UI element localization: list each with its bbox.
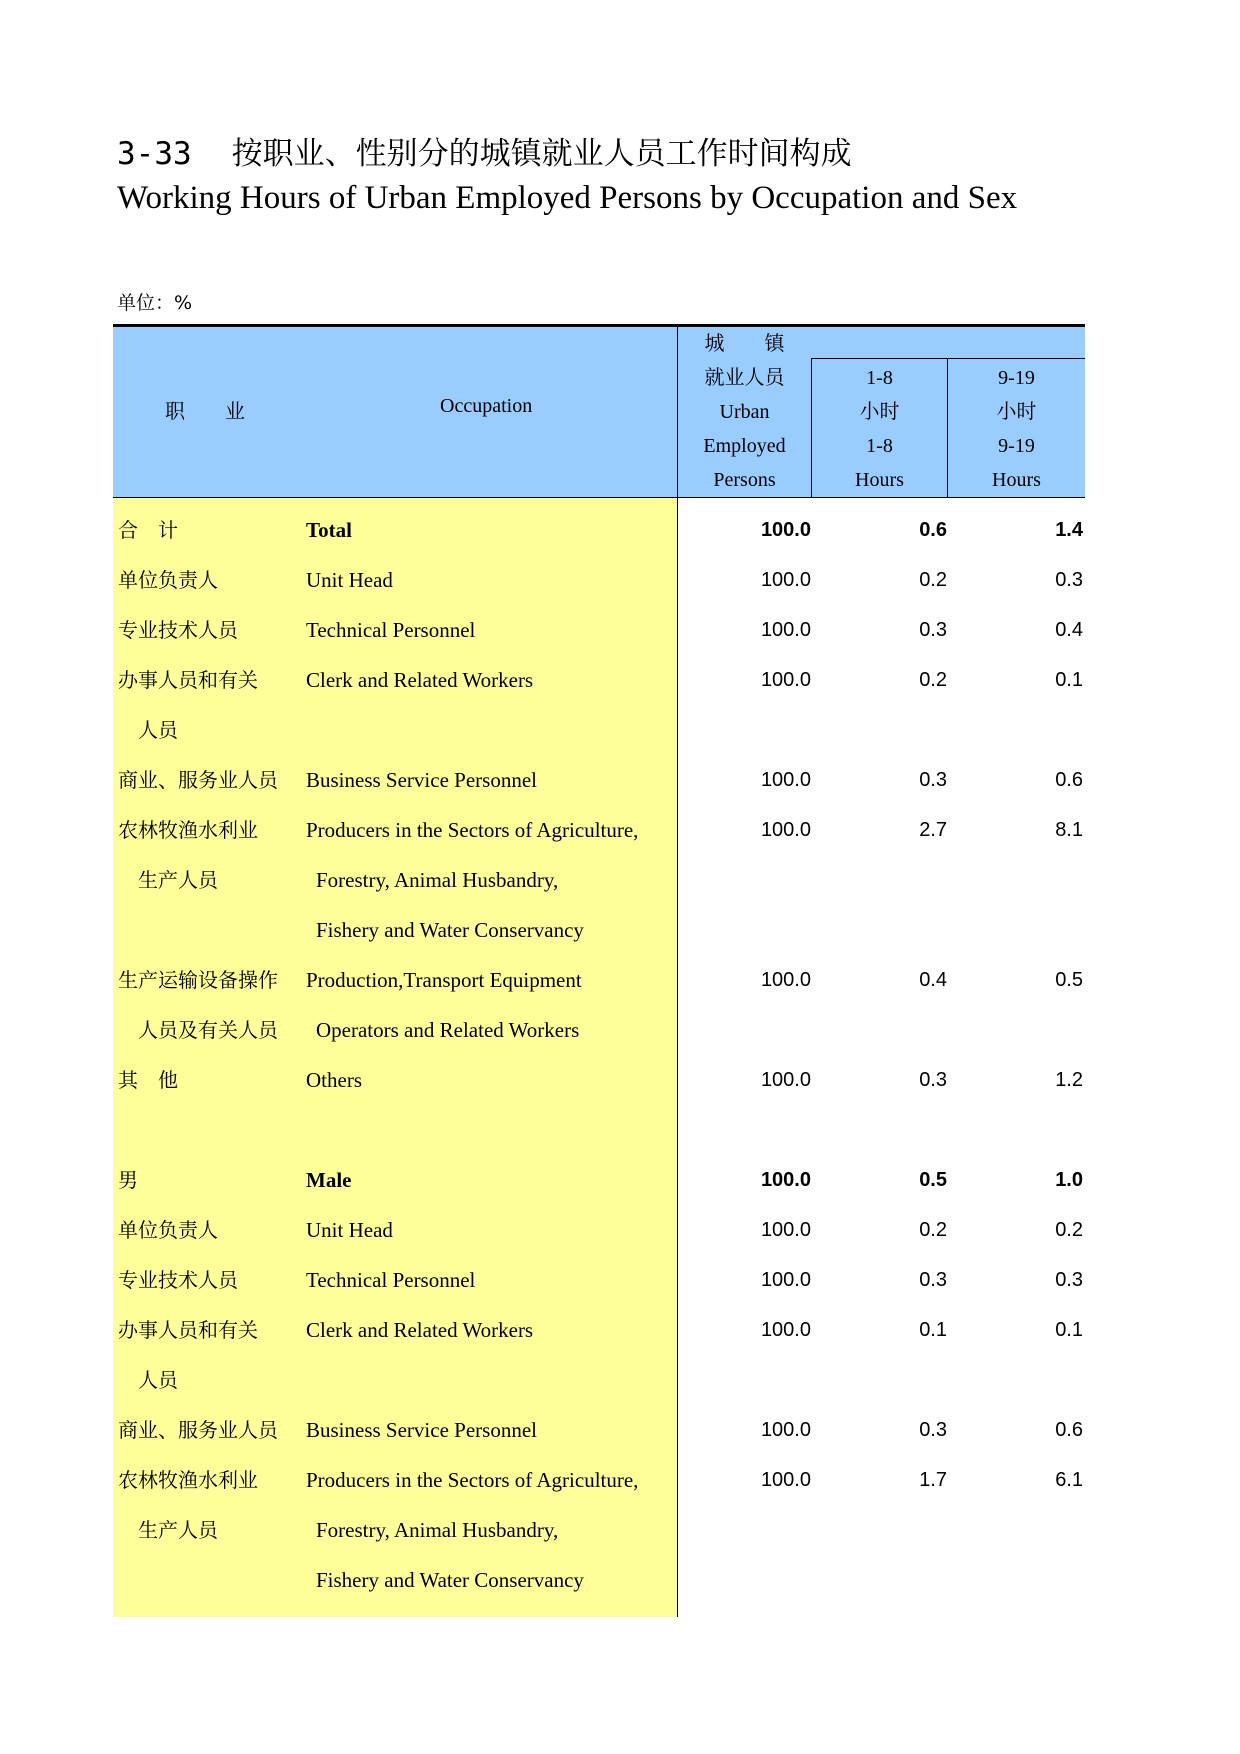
- row-label-en: Producers in the Sectors of Agriculture,: [306, 1468, 639, 1492]
- row-label-en: Operators and Related Workers: [316, 1018, 580, 1042]
- row-value-v2: 0.3: [919, 769, 947, 791]
- title-cn-text: 按职业、性别分的城镇就业人员工作时间构成: [231, 136, 852, 172]
- header-subrule: [811, 358, 1085, 359]
- row-value-v2: 0.6: [919, 519, 947, 541]
- row-label-en: Unit Head: [306, 568, 393, 592]
- table-row: [113, 755, 1085, 805]
- row-label-cn: 商业、服务业人员: [118, 1418, 278, 1442]
- header-col-1-8-hours: 1-8 小时 1-8 Hours: [855, 367, 904, 491]
- table-row: [113, 1055, 1085, 1105]
- row-value-v2: 0.2: [919, 669, 947, 691]
- table-row: [113, 1355, 1085, 1405]
- row-value-v2: 2.7: [919, 819, 947, 841]
- row-value-v1: 100.0: [760, 619, 811, 641]
- row-label-en: Clerk and Related Workers: [306, 668, 534, 692]
- row-value-v1: 100.0: [760, 1069, 811, 1091]
- row-value-v1: 100.0: [760, 569, 811, 591]
- row-label-cn: 农林牧渔水利业: [118, 1468, 258, 1492]
- unit-label: 单位：%: [117, 292, 193, 314]
- row-value-v1: 100.0: [760, 669, 811, 691]
- table-row: [113, 705, 1085, 755]
- row-label-en: Business Service Personnel: [306, 1418, 537, 1442]
- row-value-v2: 0.1: [919, 1319, 947, 1341]
- row-value-v2: 0.3: [919, 1069, 947, 1091]
- row-value-v1: 100.0: [760, 1419, 811, 1441]
- row-label-en: Fishery and Water Conservancy: [316, 918, 584, 942]
- row-label-en: Business Service Personnel: [306, 768, 537, 792]
- row-label-cn: 人员: [138, 1368, 178, 1392]
- row-value-v1: 100.0: [760, 1169, 811, 1191]
- row-value-v2: 0.3: [919, 1419, 947, 1441]
- header-col-urban-employed: 城 镇 就业人员 Urban Employed Persons: [703, 333, 786, 491]
- header-occupation-cn: 职 业: [165, 401, 245, 423]
- table-number: 3-33: [117, 136, 192, 172]
- table-row: [113, 905, 1085, 955]
- row-value-v2: 0.2: [919, 1219, 947, 1241]
- table-row: [113, 1405, 1085, 1455]
- row-value-v3: 0.1: [1055, 669, 1083, 691]
- row-label-en: Technical Personnel: [306, 618, 476, 642]
- row-label-cn: 办事人员和有关: [118, 668, 258, 692]
- row-label-cn: 生产运输设备操作: [118, 968, 278, 992]
- row-value-v1: 100.0: [760, 769, 811, 791]
- page-title-en: Working Hours of Urban Employed Persons by Occupation and Sex: [117, 180, 1018, 216]
- table-row: [113, 605, 1085, 655]
- header-occupation-en: Occupation: [440, 395, 533, 417]
- row-value-v3: 0.6: [1055, 1419, 1083, 1441]
- row-label-en: Production,Transport Equipment: [306, 968, 582, 992]
- row-value-v3: 1.4: [1055, 519, 1083, 541]
- row-label-en: Technical Personnel: [306, 1268, 476, 1292]
- table-row: [113, 555, 1085, 605]
- row-label-en: Forestry, Animal Husbandry,: [316, 1518, 559, 1542]
- row-value-v3: 6.1: [1055, 1469, 1083, 1491]
- row-label-cn: 商业、服务业人员: [118, 768, 278, 792]
- table-row: [113, 1305, 1085, 1355]
- table-row: [113, 655, 1085, 705]
- row-label-en: Unit Head: [306, 1218, 393, 1242]
- row-label-cn: 人员及有关人员: [138, 1018, 278, 1042]
- row-label-en: Clerk and Related Workers: [306, 1318, 534, 1342]
- row-value-v1: 100.0: [760, 1219, 811, 1241]
- row-label-cn: 其 他: [118, 1068, 178, 1092]
- table-row: [113, 855, 1085, 905]
- table-row: [113, 1105, 1085, 1155]
- row-label-cn: 生产人员: [138, 868, 218, 892]
- row-value-v3: 0.3: [1055, 569, 1083, 591]
- table-row: [113, 1005, 1085, 1055]
- row-value-v3: 0.3: [1055, 1269, 1083, 1291]
- table-row: [113, 1555, 1085, 1605]
- row-label-cn: 人员: [138, 718, 178, 742]
- row-label-cn: 生产人员: [138, 1518, 218, 1542]
- row-value-v2: 0.3: [919, 1269, 947, 1291]
- row-value-v3: 0.4: [1055, 619, 1083, 641]
- row-value-v1: 100.0: [760, 1269, 811, 1291]
- table-header: [113, 327, 1085, 498]
- row-label-cn: 合 计: [118, 518, 178, 542]
- row-value-v1: 100.0: [760, 969, 811, 991]
- row-value-v2: 1.7: [919, 1469, 947, 1491]
- row-value-v2: 0.3: [919, 619, 947, 641]
- row-label-en: Others: [306, 1068, 362, 1092]
- row-value-v1: 100.0: [760, 1319, 811, 1341]
- row-label-cn: 单位负责人: [118, 568, 218, 592]
- table-row: [113, 1505, 1085, 1555]
- row-value-v1: 100.0: [760, 519, 811, 541]
- row-value-v1: 100.0: [760, 1469, 811, 1491]
- row-value-v2: 0.2: [919, 569, 947, 591]
- row-label-en: Total: [306, 518, 352, 542]
- row-label-cn: 办事人员和有关: [118, 1318, 258, 1342]
- row-value-v3: 8.1: [1055, 819, 1083, 841]
- row-value-v3: 1.0: [1055, 1169, 1083, 1191]
- row-label-cn: 专业技术人员: [118, 618, 238, 642]
- row-label-cn: 专业技术人员: [118, 1268, 238, 1292]
- table-row: [113, 1455, 1085, 1505]
- row-label-cn: 单位负责人: [118, 1218, 218, 1242]
- row-value-v3: 1.2: [1055, 1069, 1083, 1091]
- row-label-en: Male: [306, 1168, 352, 1192]
- row-label-en: Forestry, Animal Husbandry,: [316, 868, 559, 892]
- row-label-cn: 男: [118, 1168, 138, 1192]
- table-row: [113, 805, 1085, 855]
- table-row: [113, 955, 1085, 1005]
- table-row: [113, 1255, 1085, 1305]
- row-label-cn: 农林牧渔水利业: [118, 818, 258, 842]
- page-title-cn: [117, 128, 852, 173]
- table-row: [113, 1205, 1085, 1255]
- table-row: [113, 505, 1085, 555]
- row-value-v2: 0.5: [919, 1169, 947, 1191]
- row-value-v2: 0.4: [919, 969, 947, 991]
- row-value-v3: 0.6: [1055, 769, 1083, 791]
- row-label-en: Producers in the Sectors of Agriculture,: [306, 818, 639, 842]
- row-value-v3: 0.2: [1055, 1219, 1083, 1241]
- row-value-v3: 0.5: [1055, 969, 1083, 991]
- row-label-en: Fishery and Water Conservancy: [316, 1568, 584, 1592]
- row-value-v1: 100.0: [760, 819, 811, 841]
- table-row: [113, 1155, 1085, 1205]
- header-col-9-19-hours: 9-19 小时 9-19 Hours: [992, 367, 1041, 491]
- row-value-v3: 0.1: [1055, 1319, 1083, 1341]
